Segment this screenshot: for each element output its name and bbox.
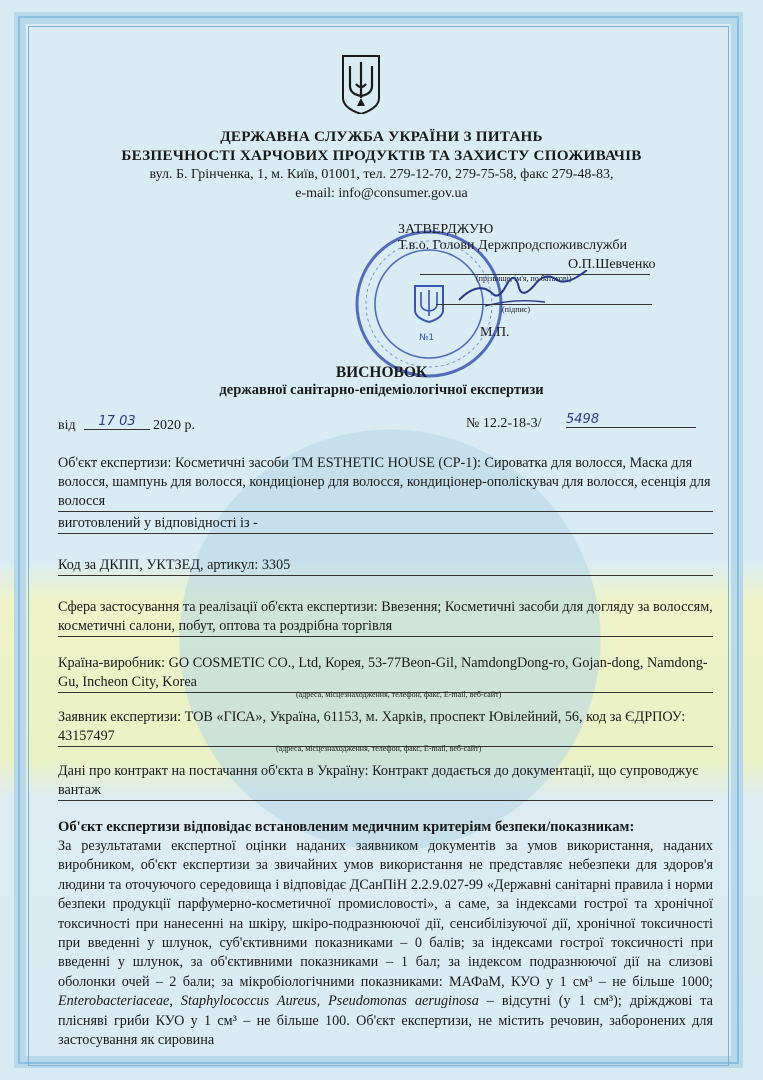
field-contract: Дані про контракт на постачання об'єкта в Україну: Контракт додається до документації, що супроводжує вантаж — [58, 762, 713, 801]
signature-caption: (підпис) — [502, 305, 531, 314]
approver-name: О.П.Шевченко — [568, 257, 656, 272]
document-title: ВИСНОВОК — [335, 364, 428, 381]
date-handwritten: 17 03 — [84, 414, 150, 430]
signature-underline — [436, 304, 652, 305]
conclusion-text-part2: – відсутні (у 1 см³); дріжджові та плісняві гриби КУО у 1 см³ – не більше 100. Об'єкт експертизи, не містить речовин, заборонених для застосування як сировина — [58, 993, 713, 1049]
conclusion-heading: Об'єкт експертизи відповідає встановленим медичним критеріям безпеки/показникам: — [58, 819, 635, 835]
date-year: 2020 р. — [153, 418, 195, 433]
conclusion-text — [58, 837, 713, 1050]
org-email: e-mail: info@consumer.gov.ua — [295, 186, 468, 201]
field-code: Код за ДКПП, УКТЗЕД, артикул: 3305 — [58, 556, 713, 576]
country-caption: (адреса, місцезнаходження, телефон, факс, E-mail, веб-сайт) — [296, 690, 502, 699]
approve-label: ЗАТВЕРДЖУЮ — [398, 222, 494, 237]
org-name-line2: БЕЗПЕЧНОСТІ ХАРЧОВИХ ПРОДУКТІВ ТА ЗАХИСТУ СПОЖИВАЧІВ — [121, 147, 642, 164]
number-handwritten: 5498 — [566, 412, 696, 428]
field-manufactured: виготовлений у відповідності із - — [58, 514, 713, 534]
org-address: вул. Б. Грінченка, 1, м. Київ, 01001, тел. 279-12-70, 279-75-58, факс 279-48-83, — [149, 167, 614, 182]
conclusion-microbes: Enterobacteriaceae, Staphylococcus Aureus, Pseudomonas aeruginosa — [58, 993, 479, 1010]
coat-of-arms-icon — [340, 54, 382, 114]
applicant-caption: (адреса, місцезнаходження, телефон, факс, E-mail, веб-сайт) — [276, 744, 482, 753]
date-prefix: від — [58, 418, 76, 433]
field-scope: Сфера застосування та реалізації об'єкта експертизи: Ввезення; Косметичні засоби для догляду за волоссям, косметичні салони, побут, оптова та роздрібна торгівля — [58, 598, 713, 637]
number-prefix: № 12.2-18-3/ — [466, 416, 542, 431]
document-subtitle: державної санітарно-епідеміологічної експертизи — [219, 382, 544, 398]
conclusion-text-part1: За результатами експертної оцінки наданих заявником документів за умов використання, наданих виробником, об'єкт експертизи за звичайних умов використання не представляє небезпеки для здоров'я людини та оточуючого середовища і відповідає ДСанПіН 2.2.9.027-99 «Державні санітарні правила і норми безпеки продукції парфумерно-косметичної промисловості», а саме, за індексами гострої та хронічної токсичності при нанесенні на шкіру, шкіро-подразнюючої дії, сенсибілізуючої дії, хронічної токсичності при введенні у шлунок, суб'єктивними показниками – 0 балів; за індексами гострої токсичності при введенні у шлунок, за об'єктивними показниками – 1 бал; за індексом подразнюючої дії на слизові оболонки очей – 2 бали; за мікробіологічними показниками: МАФаМ, КУО у 1 см³ – не більше 1000; — [58, 838, 713, 990]
approver-position: Т.в.о. Голови Держпродспоживслужби — [398, 238, 628, 253]
svg-text:№1: №1 — [419, 333, 435, 343]
org-name-line1: ДЕРЖАВНА СЛУЖБА УКРАЇНИ З ПИТАНЬ — [220, 128, 543, 145]
stamp-place: М.П. — [480, 325, 510, 340]
name-caption: (прізвище, ім'я, по батькові) — [476, 274, 572, 283]
field-object: Об'єкт експертизи: Косметичні засоби ТМ ESTHETIC HOUSE (CP-1): Сироватка для волосся, Маска для волосся, шампунь для волосся, кондиціонер для волосся, кондиціонер-ополіскувач для волосся, есенція для волосся — [58, 454, 713, 512]
field-country: Країна-виробник: GO COSMETIC CO., Ltd, Корея, 53-77Beon-Gil, NamdongDong-ro, Gojan-dong, Namdong-Gu, Incheon City, Korea — [58, 654, 713, 693]
field-applicant: Заявник експертизи: ТОВ «ГІСА», Україна, 61153, м. Харків, проспект Ювілейний, 56, код за ЄДРПОУ: 43157497 — [58, 708, 713, 747]
